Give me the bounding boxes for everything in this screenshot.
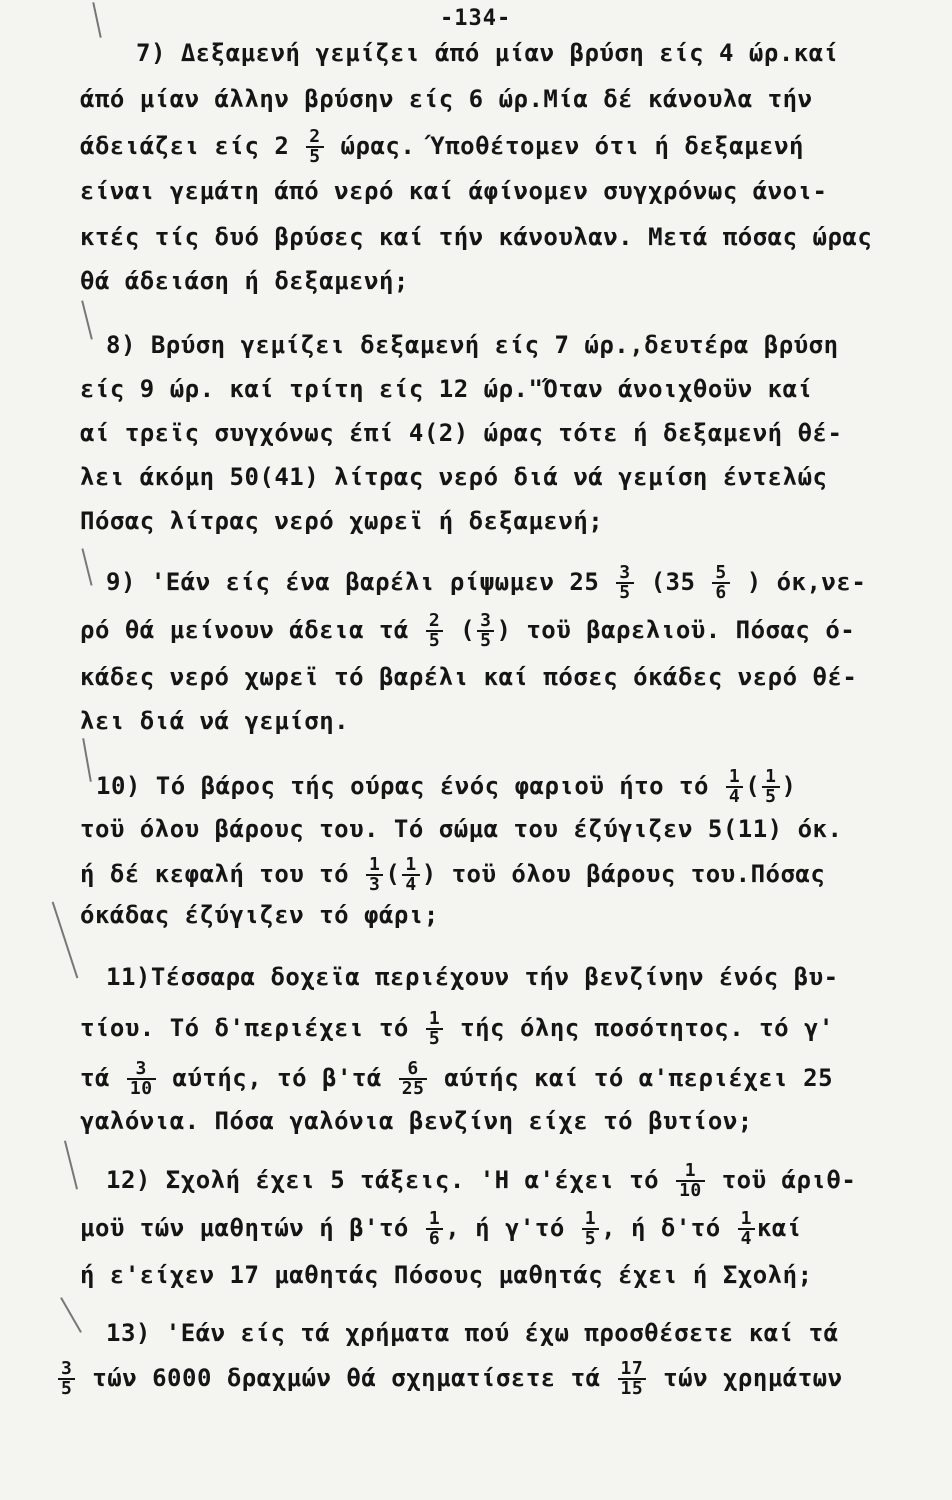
text-line [80,612,855,650]
text-line: λει άκόμη 50(41) λίτρας νερό διά νά γεμίση έντελώς [80,463,828,491]
text-segment: ) [781,772,797,800]
text-line: ή ε'είχεν 17 μαθητάς Πόσους μαθητάς έχει ή Σχολή; [80,1261,813,1289]
text-segment: 10) Τό βάρος τής ούρας ένός φαριοϋ ήτο τό [96,772,709,800]
text-line: άπό μίαν άλλην βρύσην είς 6 ώρ.Μία δέ κάνουλα τήν [80,85,813,113]
text-segment: ) όκ,νε- [746,568,867,596]
text-line: 7) Δεξαμενή γεμίζει άπό μίαν βρύση είς 4 ώρ.καί [136,39,839,67]
fraction: $\frac{6}{25}$ [399,1060,428,1098]
text-line: γαλόνια. Πόσα γαλόνια βενζίνη είχε τό βυτίον; [80,1107,753,1135]
text-line [80,128,804,166]
text-segment: 12) Σχολή έχει 5 τάξεις. 'Η α'έχει τό [106,1166,660,1194]
text-segment: τά [80,1064,110,1092]
fraction: $\frac{3}{5}$ [58,1360,75,1398]
fraction: $\frac{1}{4}$ [726,768,743,806]
text-segment: ( [745,772,761,800]
text-line: κάδες νερό χωρεϊ τό βαρέλι καί πόσες όκάδες νερό θέ- [80,663,858,691]
fraction: $\frac{3}{10}$ [127,1060,156,1098]
text-segment: ή δέ κεφαλή του τό [80,860,350,888]
margin-mark [64,1141,78,1190]
text-segment: ) τοϋ βαρελιοϋ. Πόσας ό- [496,616,856,644]
margin-mark [92,2,101,38]
text-line [80,1210,802,1248]
text-segment: τοϋ άριθ- [721,1166,857,1194]
text-line: 13) 'Εάν είς τά χρήματα πού έχω προσθέσετε καί τά [106,1319,839,1347]
text-segment: τών χρημάτων [663,1364,843,1392]
text-line: αί τρεϊς συγχόνως έπί 4(2) ώρας τότε ή δεξαμενή θέ- [80,419,843,447]
text-segment: , ή δ'τό [601,1214,721,1242]
fraction: $\frac{1}{3}$ [366,856,383,894]
text-line [80,856,825,894]
text-segment: 9) 'Εάν είς ένα βαρέλι ρίψωμεν 25 [106,568,600,596]
text-segment: ( [385,860,401,888]
page-number: -134- [440,6,512,31]
fraction: $\frac{1}{6}$ [426,1210,443,1248]
text-line: θά άδειάση ή δεξαμενή; [80,267,409,295]
margin-mark [81,548,92,585]
fraction: $\frac{2}{5}$ [426,612,443,650]
text-line: 8) Βρύση γεμίζει δεξαμενή είς 7 ώρ.,δευτέρα βρύση [106,331,839,359]
text-line: κτές τίς δυό βρύσες καί τήν κάνουλαν. Μετά πόσας ώρας [80,223,873,251]
fraction: $\frac{17}{15}$ [618,1360,647,1398]
fraction: $\frac{1}{10}$ [676,1162,705,1200]
text-line: Πόσας λίτρας νερό χωρεϊ ή δεξαμενή; [80,507,604,535]
text-segment: τής όλης ποσότητος. τό γ' [460,1014,834,1042]
text-segment: ( [460,616,476,644]
text-segment: μοϋ τών μαθητών ή β'τό [80,1214,409,1242]
text-segment: ) τοϋ όλου βάρους του.Πόσας [421,860,826,888]
text-line [106,564,866,602]
margin-mark [81,300,93,339]
text-line [56,1360,843,1398]
text-line [106,1162,856,1200]
text-segment: καί [756,1214,802,1242]
text-segment: αύτής, τό β'τά [172,1064,382,1092]
fraction: $\frac{1}{5}$ [426,1010,443,1048]
text-segment: ώρας. Ύποθέτομεν ότι ή δεξαμενή [340,132,804,160]
margin-mark [52,902,79,979]
fraction: $\frac{1}{5}$ [582,1210,599,1248]
text-line [80,1010,834,1048]
text-segment: τών 6000 δραχμών θά σχηματίσετε τά [92,1364,601,1392]
text-segment: ρό θά μείνουν άδεια τά [80,616,409,644]
text-line [96,768,796,806]
text-segment: αύτής καί τό α'περιέχει 25 [444,1064,834,1092]
margin-mark [60,1297,82,1333]
text-segment: (35 [650,568,696,596]
fraction: $\frac{1}{4}$ [738,1210,755,1248]
text-line: όκάδας έζύγιζεν τό φάρι; [80,901,439,929]
text-line: είς 9 ώρ. καί τρίτη είς 12 ώρ."Όταν άνοιχθοϋν καί [80,375,813,403]
margin-mark [82,738,92,782]
text-line: είναι γεμάτη άπό νερό καί άφίνομεν συγχρόνως άνοι- [80,177,828,205]
text-segment: , ή γ'τό [445,1214,565,1242]
fraction: $\frac{2}{5}$ [306,128,323,166]
text-line: 11)Τέσσαρα δοχεϊα περιέχουν τήν βενζίνην ένός βυ- [106,963,839,991]
fraction: $\frac{3}{5}$ [477,612,494,650]
text-line: τοϋ όλου βάρους του. Τό σώμα του έζύγιζεν 5(11) όκ. [80,815,843,843]
fraction: $\frac{3}{5}$ [616,564,633,602]
fraction: $\frac{5}{6}$ [712,564,729,602]
text-segment: άδειάζει είς 2 [80,132,290,160]
text-line [80,1060,833,1098]
text-line: λει διά νά γεμίση. [80,707,350,735]
fraction: $\frac{1}{5}$ [762,768,779,806]
text-segment: τίου. Τό δ'περιέχει τό [80,1014,409,1042]
fraction: $\frac{1}{4}$ [402,856,419,894]
